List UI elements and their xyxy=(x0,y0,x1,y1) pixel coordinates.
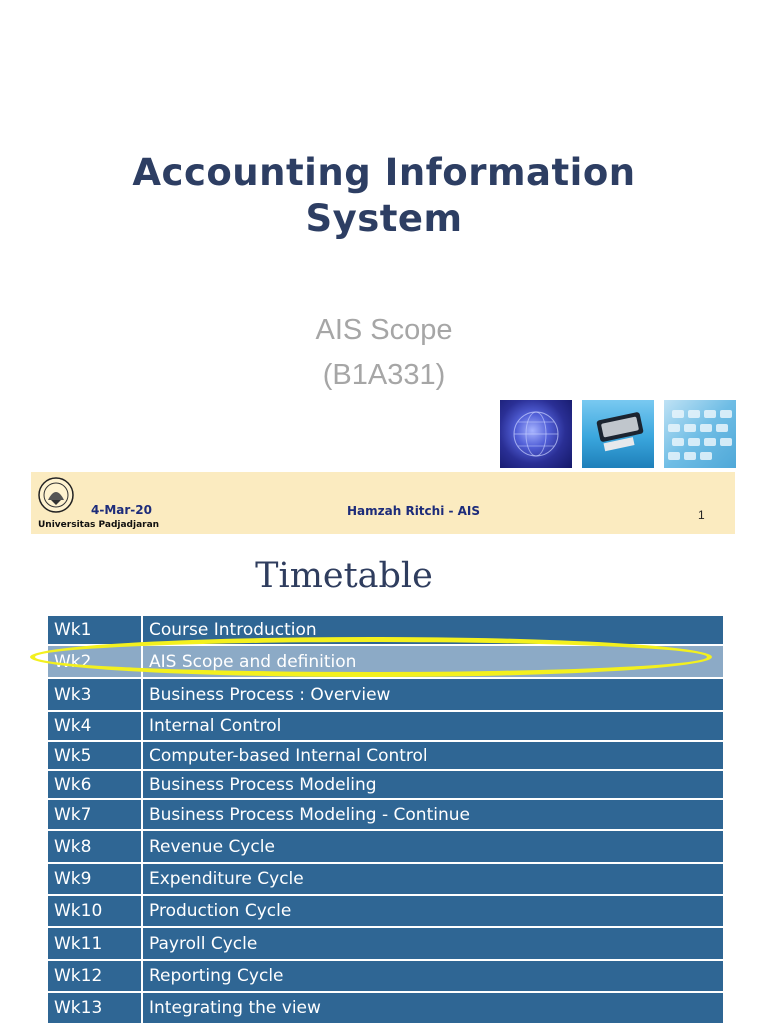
week-cell: Wk1 xyxy=(48,616,143,644)
topic-cell: Business Process Modeling xyxy=(149,774,377,795)
footer-date: 4-Mar-20 xyxy=(91,503,152,517)
topic-cell: Business Process : Overview xyxy=(149,684,391,705)
table-row xyxy=(48,710,723,740)
title-line-2: System xyxy=(305,197,463,240)
globe-image xyxy=(500,400,572,468)
table-row xyxy=(48,677,723,710)
university-seal-icon xyxy=(37,476,75,514)
topic-cell: Integrating the view xyxy=(149,998,321,1018)
topic-cell: Payroll Cycle xyxy=(149,933,258,954)
table-row xyxy=(48,959,723,991)
table-row xyxy=(48,798,723,829)
subtitle-line-1: AIS Scope xyxy=(315,314,453,346)
week-cell: Wk13 xyxy=(48,993,143,1023)
connector-image xyxy=(582,400,654,468)
week-cell: Wk5 xyxy=(48,742,143,769)
table-row xyxy=(48,894,723,926)
week-cell: Wk12 xyxy=(48,961,143,991)
week-cell: Wk2 xyxy=(48,646,143,677)
slide-title xyxy=(0,150,768,242)
table-row xyxy=(48,769,723,798)
footer-university: Universitas Padjadjaran xyxy=(38,520,160,530)
topic-cell: Production Cycle xyxy=(149,901,292,921)
week-cell: Wk8 xyxy=(48,831,143,862)
week-cell: Wk11 xyxy=(48,928,143,959)
table-row xyxy=(48,614,723,644)
subtitle-line-2: (B1A331) xyxy=(322,359,446,391)
topic-cell: Reporting Cycle xyxy=(149,966,284,986)
topic-cell: Course Introduction xyxy=(149,620,317,640)
table-row xyxy=(48,644,723,677)
topic-cell: Computer-based Internal Control xyxy=(149,745,428,766)
footer-author: Hamzah Ritchi - AIS xyxy=(347,504,481,518)
week-cell: Wk3 xyxy=(48,679,143,710)
week-cell: Wk10 xyxy=(48,896,143,926)
page-number: 1 xyxy=(698,508,705,522)
keyboard-image xyxy=(664,400,736,468)
table-row xyxy=(48,740,723,769)
topic-cell: AIS Scope and definition xyxy=(149,651,357,672)
timetable-table xyxy=(48,614,723,1023)
topic-cell: Revenue Cycle xyxy=(149,836,275,857)
topic-cell: Expenditure Cycle xyxy=(149,869,304,889)
topic-cell: Business Process Modeling - Continue xyxy=(149,804,470,825)
week-cell: Wk6 xyxy=(48,771,143,798)
week-cell: Wk9 xyxy=(48,864,143,894)
week-cell: Wk4 xyxy=(48,712,143,740)
topic-cell: Internal Control xyxy=(149,716,282,736)
week-cell: Wk7 xyxy=(48,800,143,829)
slide-footer xyxy=(31,472,735,534)
table-row xyxy=(48,991,723,1023)
title-line-1: Accounting Information xyxy=(132,151,636,194)
table-row xyxy=(48,926,723,959)
slide-subtitle xyxy=(0,308,768,398)
table-row xyxy=(48,829,723,862)
table-row xyxy=(48,862,723,894)
timetable-title: Timetable xyxy=(255,556,433,596)
